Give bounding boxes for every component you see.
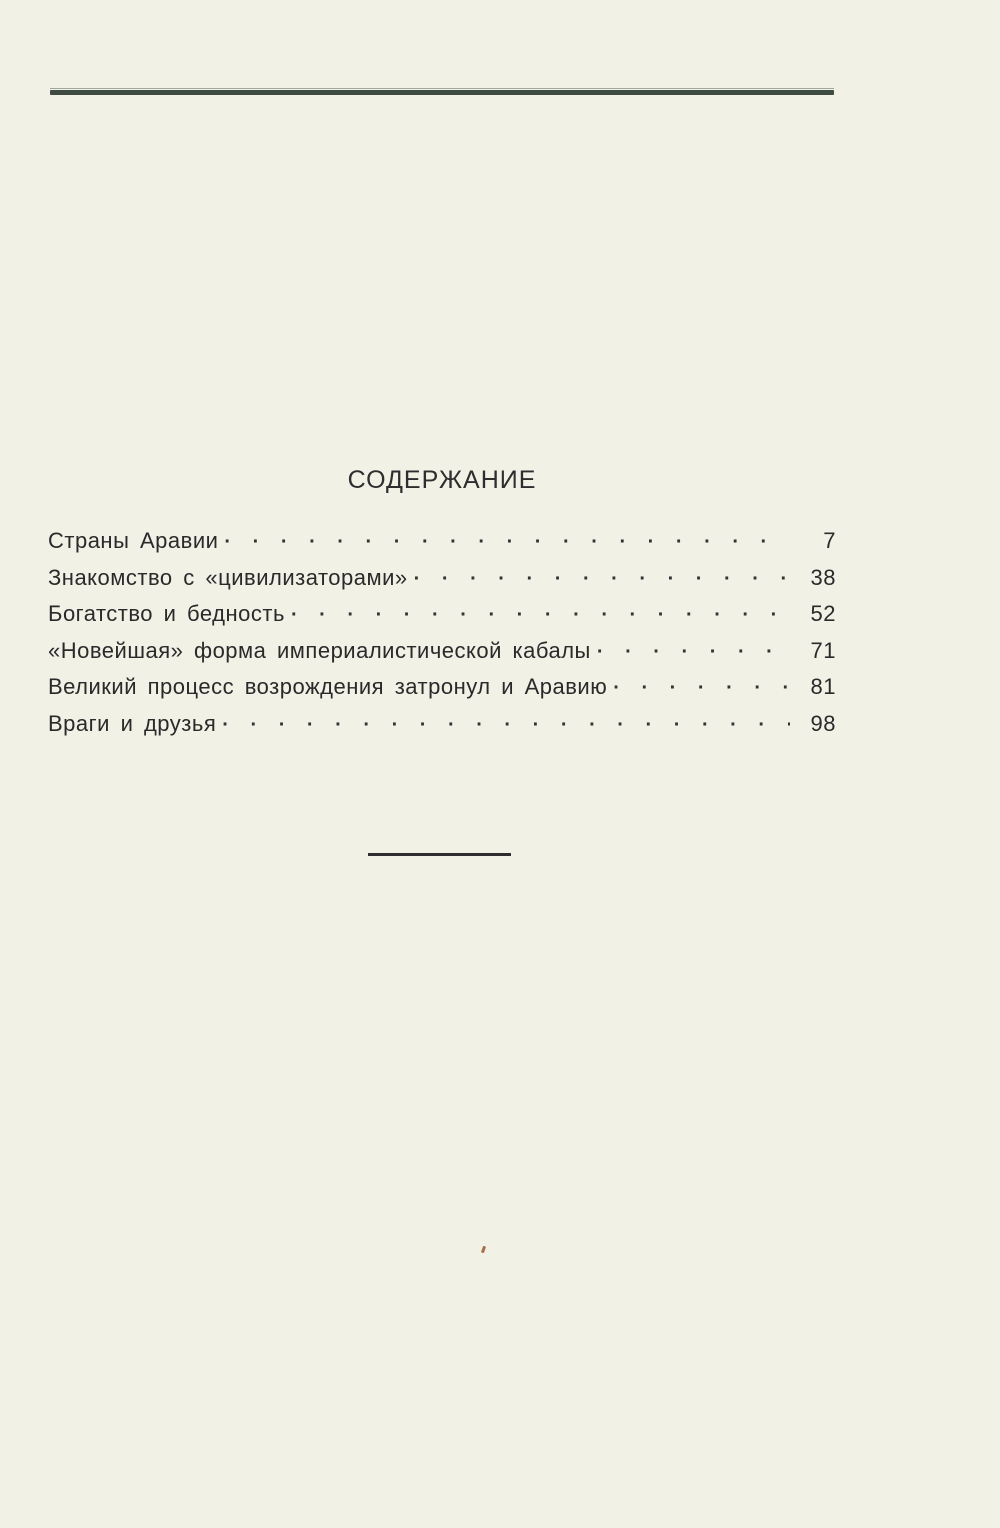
toc-leader-dots <box>414 568 790 591</box>
toc-entry-title: Враги и друзья <box>48 710 217 736</box>
toc-leader-dots <box>291 604 790 627</box>
toc-entry <box>48 528 836 565</box>
toc-entry-title: Страны Аравии <box>48 528 219 553</box>
toc-entry-page: 81 <box>810 674 836 699</box>
section-end-rule <box>368 853 511 856</box>
toc-heading: СОДЕРЖАНИЕ <box>347 466 537 494</box>
top-rule <box>50 90 834 95</box>
toc-leader-dots <box>613 677 790 700</box>
toc-entry <box>48 674 836 711</box>
toc-entry <box>48 638 836 675</box>
toc-leader-dots <box>597 641 790 664</box>
toc-leader-dots <box>224 531 790 554</box>
toc-list <box>48 528 836 747</box>
toc-entry <box>48 565 836 602</box>
toc-entry <box>48 711 836 748</box>
top-rule-shadow <box>50 88 834 89</box>
toc-entry-page: 71 <box>810 637 836 663</box>
toc-entry-page: 98 <box>810 710 836 736</box>
toc-entry-title: Богатство и бедность <box>48 601 285 626</box>
toc-entry <box>48 601 836 638</box>
toc-entry-page: 7 <box>823 528 836 553</box>
toc-leader-dots <box>222 714 790 737</box>
toc-entry-title: Великий процесс возрождения затронул и Аравию <box>48 674 608 699</box>
paper-speck <box>481 1246 486 1254</box>
toc-entry-page: 52 <box>810 601 836 626</box>
toc-entry-title: «Новейшая» форма империалистической кабалы <box>48 637 591 663</box>
toc-entry-title: Знакомство с «цивилизаторами» <box>48 564 408 590</box>
toc-entry-page: 38 <box>810 564 836 590</box>
